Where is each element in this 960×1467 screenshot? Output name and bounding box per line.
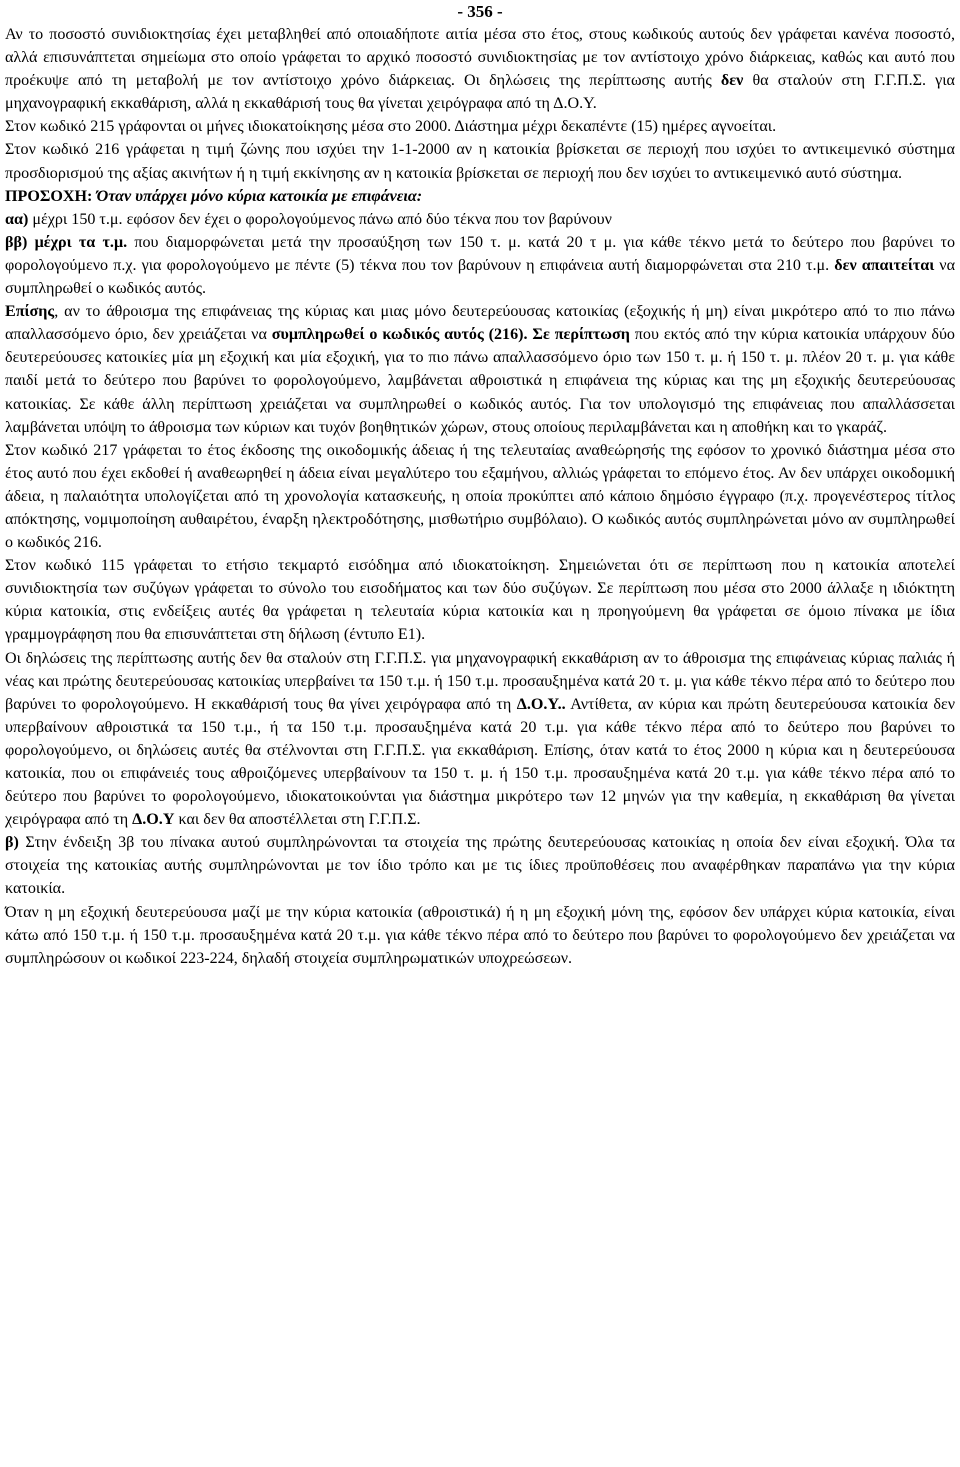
paragraph-co-ownership: Αν το ποσοστό συνιδιοκτησίας έχει μεταβληθεί από οποιαδήποτε αιτία μέσα στο έτος, στους κωδικούς αυτούς δεν γράφεται κανένα ποσοστό, αλλά επισυνάπτεται σημείωμα στο οποίο γράφεται το αρχικό ποσοστό συνιδιοκτησίας με τον αντίστοιχο χρόνο διάρκειας, καθώς και αυτό που προέκυψε από τη μεταβολή με τον αντίστοιχο χρόνο διάρκειας. Οι δηλώσεις της περίπτωσης αυτής δεν θα σταλούν στη Γ.Γ.Π.Σ. για μηχανογραφική εκκαθάριση, αλλά η εκκαθάρισή τους θα γίνεται χειρόγραφα από τη Δ.Ο.Υ.: [5, 26, 955, 113]
paragraph-code-115: Στον κωδικό 115 γράφεται το ετήσιο τεκμαρτό εισόδημα από ιδιοκατοίκηση. Σημειώνεται ότι σε περίπτωση που η κατοικία αποτελεί συνιδιοκτησία των συζύγων γράφεται το σύνολο του εισοδήματος και των δύο συζύγων. Σε περίπτωση που μέσα στο 2000 άλλαξε η ιδιόκτητη κύρια κατοικία, στις ενδείξεις αυτές θα γράφεται η τελευταία κύρια κατοικία και η προηγούμενη θα γράφεται σε όμοιο πίνακα με ίδια γραμμογράφηση που θα επισυνάπτεται στη δήλωση (έντυπο Ε1).: [5, 557, 955, 644]
paragraph-case-b: β) Στην ένδειξη 3β του πίνακα αυτού συμπληρώνονται τα στοιχεία της πρώτης δευτερεύουσας κατοικίας η οποία δεν είναι εξοχική. Όλα τα στοιχεία της κατοικίας αυτής συμπληρώνονται με τον ίδιο τρόπο και με τις ίδιες προϋποθέσεις που αναφέρθηκαν παραπάνω για την κύρια κατοικία.: [5, 834, 955, 898]
paragraph-secondary-residence: Όταν η μη εξοχική δευτερεύουσα μαζί με την κύρια κατοικία (αθροιστικά) ή η μη εξοχική μόνη της, εφόσον δεν υπάρχει κύρια κατοικία, είναι κάτω από 150 τ.μ. ή 150 τ.μ. προσαυξημένα κατά 20 τ.μ. για κάθε τέκνο πέρα από το δεύτερο που βαρύνει το φορολογούμενο δεν χρειάζεται να συμπληρώσουν οι κωδικοί 223-224, δηλαδή στοιχεία συμπληρωματικών υποχρεώσεων.: [5, 903, 955, 967]
paragraph-declarations: Οι δηλώσεις της περίπτωσης αυτής δεν θα σταλούν στη Γ.Γ.Π.Σ. για μηχανογραφική εκκαθάριση αν το άθροισμα της επιφάνειας κύριας παλιάς ή νέας και πρώτης δευτερεύουσας κατοικίας υπερβαίνει τα 150 τ.μ. ή 150 τ.μ. προσαυξημένα κατά 20 τ. μ. για κάθε τέκνο πέρα από το δεύτερο που βαρύνει το φορολογούμενο. Η εκκαθάρισή τους θα γίνει χειρόγραφα από τη Δ.Ο.Υ.. Αντίθετα, αν κύρια και πρώτη δευτερεύουσα κατοικία δεν υπερβαίνουν αθροιστικά τα 150 τ.μ., ή τα 150 τ.μ. προσαυξημένα κατά 20 τ.μ. για κάθε τέκνο πέρα από το δεύτερο που βαρύνει το φορολογούμενο, οι δηλώσεις αυτές θα στέλνονται στη Γ.Γ.Π.Σ. για εκκαθάριση. Επίσης, όταν κατά το έτος 2000 η κύρια και η δευτερεύουσα κατοικία, που οι επιφάνειές τους αθροιζόμενες υπερβαίνουν τα 150 τ. μ. ή 150 τ.μ. προσαυξημένα κατά 20 τ.μ. για κάθε τέκνο πέρα από το δεύτερο που βαρύνει το φορολογούμενο, ιδιοκατοικούνται για διάστημα μικρότερο των 12 μηνών για την καθεμία, η εκκαθάριση θα γίνεται χειρόγραφα από τη Δ.Ο.Υ και δεν θα αποστέλλεται στη Γ.Γ.Π.Σ.: [5, 649, 955, 829]
paragraph-attention: ΠΡΟΣΟΧΗ: Όταν υπάρχει μόνο κύρια κατοικία με επιφάνεια:: [5, 187, 423, 205]
paragraph-also: Επίσης, αν το άθροισμα της επιφάνειας της κύριας και μιας μόνο δευτερεύουσας κατοικίας (εξοχικής ή μη) είναι μικρότερο από το πιο πάνω απαλλασσόμενο όριο, δεν χρειάζεται να συμπληρωθεί ο κωδικός αυτός (216). Σε περίπτωση που εκτός από την κύρια κατοικία υπάρχουν δύο δευτερεύουσες κατοικίες μία μη εξοχική και μία εξοχική, για το πιο πάνω απαλλασσόμενο όριο των 150 τ. μ. ή 150 τ. μ. πλέον 20 τ. μ. για κάθε παιδί μετά το δεύτερο που βαρύνει το φορολογούμενο, λαμβάνεται αθροιστικά η επιφάνεια της κύριας και της μη εξοχικής δευτερεύουσας κατοικίας. Σε κάθε άλλη περίπτωση χρειάζεται να συμπληρωθεί ο κωδικός αυτός. Για τον υπολογισμό της επιφάνειας που απαλλάσσεται λαμβάνεται υπόψη το άθροισμα των κύριων και τυχόν βοηθητικών χώρων, στους οποίους περιλαμβάνεται και η αποθήκη και το γκαράζ.: [5, 303, 955, 436]
paragraph-case-aa: αα) μέχρι 150 τ.μ. εφόσον δεν έχει ο φορολογούμενος πάνω από δύο τέκνα που τον βαρύνουν: [5, 210, 612, 228]
paragraph-code-216: Στον κωδικό 216 γράφεται η τιμή ζώνης που ισχύει την 1-1-2000 αν η κατοικία βρίσκεται σε περιοχή που ισχύει το αντικειμενικό σύστημα προσδιορισμού της αξίας ακινήτων ή η τιμή εκκίνησης αν η κατοικία βρίσκεται σε περιοχή που δεν ισχύει το αντικειμενικό αυτό σύστημα.: [5, 141, 955, 182]
paragraph-case-bb: ββ) μέχρι τα τ.μ. που διαμορφώνεται μετά την προσαύξηση των 150 τ. μ. κατά 20 τ μ. για κάθε τέκνο μετά το δεύτερο που βαρύνει το φορολογούμενο π.χ. για φορολογούμενο με πέντε (5) τέκνα που τον βαρύνουν η επιφάνεια αυτή διαμορφώνεται στα 210 τ.μ. δεν απαιτείται να συμπληρωθεί ο κωδικός αυτός.: [5, 233, 956, 298]
paragraph-code-215: Στον κωδικό 215 γράφονται οι μήνες ιδιοκατοίκησης μέσα στο 2000. Διάστημα μέχρι δεκαπέντε (15) ημέρες αγνοείται.: [5, 118, 777, 136]
page-number: - 356 -: [457, 2, 503, 21]
paragraph-code-217: Στον κωδικό 217 γράφεται το έτος έκδοσης της οικοδομικής άδειας ή της τελευταίας αναθεώρησής της εφόσον το χρονικό διάστημα μέσα στο έτος αυτό που έχει εκδοθεί ή αναθεωρηθεί η άδεια είναι μεγαλύτερο του εξαμήνου, αλλιώς γράφεται το επόμενο έτος. Αν δεν υπάρχει οικοδομική άδεια, η παλαιότητα υπολογίζεται από τη χρονολογία κατασκευής, η οποία προκύπτει από κάποιο δημόσιο έγγραφο (π.χ. προγενέστερος τίτλος απόκτησης, νομιμοποίηση αυθαιρέτου, έναρξη ηλεκτροδότησης, μισθωτήριο συμβόλαιο). Ο κωδικός αυτός συμπληρώνεται μόνο αν συμπληρωθεί ο κωδικός 216.: [5, 441, 955, 552]
